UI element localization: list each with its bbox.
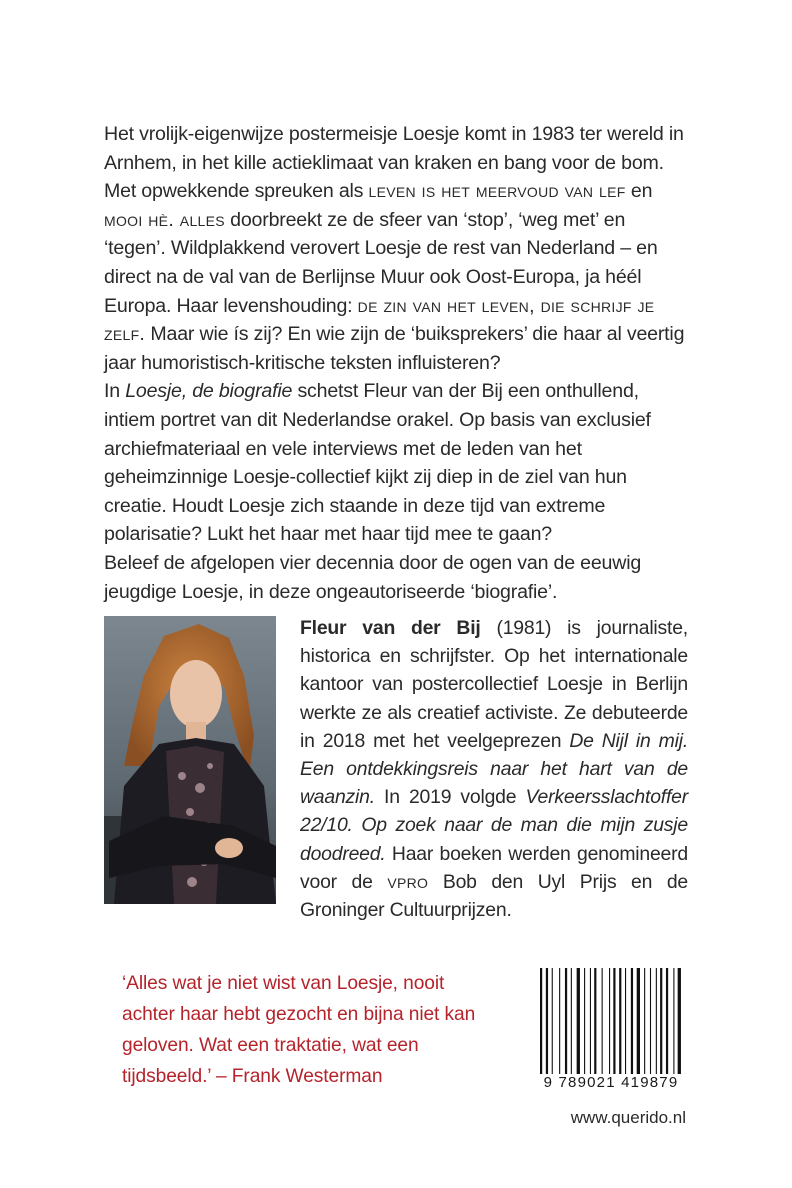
review-quote: ‘Alles wat je niet wist van Loesje, nooit achter haar hebt gezocht en bijna niet kan geloven. Wat een traktatie, wat een tijdsbeeld.’ – Frank Westerman [122,973,476,1087]
blurb-paragraph-3: Beleef de afgelopen vier decennia door de ogen van de eeuwig jeugdige Loesje, in deze ongeautoriseerde ‘biografie’. [104,551,642,603]
vpro-label: vpro [387,870,429,893]
author-photo [104,616,276,904]
slogan-mooi: mooi hè. alles [104,208,225,231]
slogan-zin: de zin van het leven, die schrijf je zelf. [104,294,655,346]
book-verkeersslachtoffer: Verkeersslachtoffer 22/10. Op zoek naar de man die mijn zusje doodreed. [300,786,688,865]
publisher-website: www.querido.nl [570,1108,686,1127]
book-de-nijl: De Nijl in mij. Een ontdekkingsreis naar het hart van de waanzin. [300,729,689,809]
blurb-text [104,120,688,606]
author-bio: Fleur van der Bij (1981) is journaliste, historica en schrijfster. Op het internationale kantoor van postercollectief Loesje in Berlijn werkte ze als creatief activiste. Ze debuteerde in 2018 met het veelgeprezen De Nijl in mij. Een ontdekkingsreis naar het hart van de waanzin. In 2019 volgde Verkeersslachtoffer 22/10. Op zoek naar de man die mijn zusje doodreed. Haar boeken werden genomineerd voor de vpro Bob den Uyl Prijs en de Groninger Cultuurprijzen. [300,617,689,922]
slogan-leven: leven is het meervoud van lef [368,180,626,203]
book-title: Loesje, de biografie [125,380,293,403]
barcode [536,968,686,1074]
blurb-paragraph-1: Het vrolijk-eigenwijze postermeisje Loesje komt in 1983 ter wereld in Arnhem, in het kille actieklimaat van kraken en bang voor de bom. Met opwekkende spreuken als leven is het meervoud van lef en mooi hè. alles doorbreekt ze de sfeer van ‘stop’, ‘weg met’ en ‘tegen’. Wildplakkend verovert Loesje de rest van Nederland – en direct na de val van de Berlijnse Muur ook Oost-Europa, ja héél Europa. Haar levenshouding: de zin van het leven, die schrijf je zelf. Maar wie ís zij? En wie zijn de ‘buiksprekers’ die haar al veertig jaar humoristisch-kritische teksten influisteren? [104,123,685,374]
isbn-number: 9 789021 419879 [543,1074,679,1091]
blurb-paragraph-2: In Loesje, de biografie schetst Fleur van der Bij een onthullend, intiem portret van dit Nederlandse orakel. Op basis van exclusief archiefmateriaal en vele interviews met de leden van het geheimzinnige Loesje-collectief kijkt zij diep in de ziel van hun creatie. Houdt Loesje zich staande in deze tijd van extreme polarisatie? Lukt het haar met haar tijd mee te gaan? [104,380,651,546]
author-name: Fleur van der Bij [300,617,481,639]
